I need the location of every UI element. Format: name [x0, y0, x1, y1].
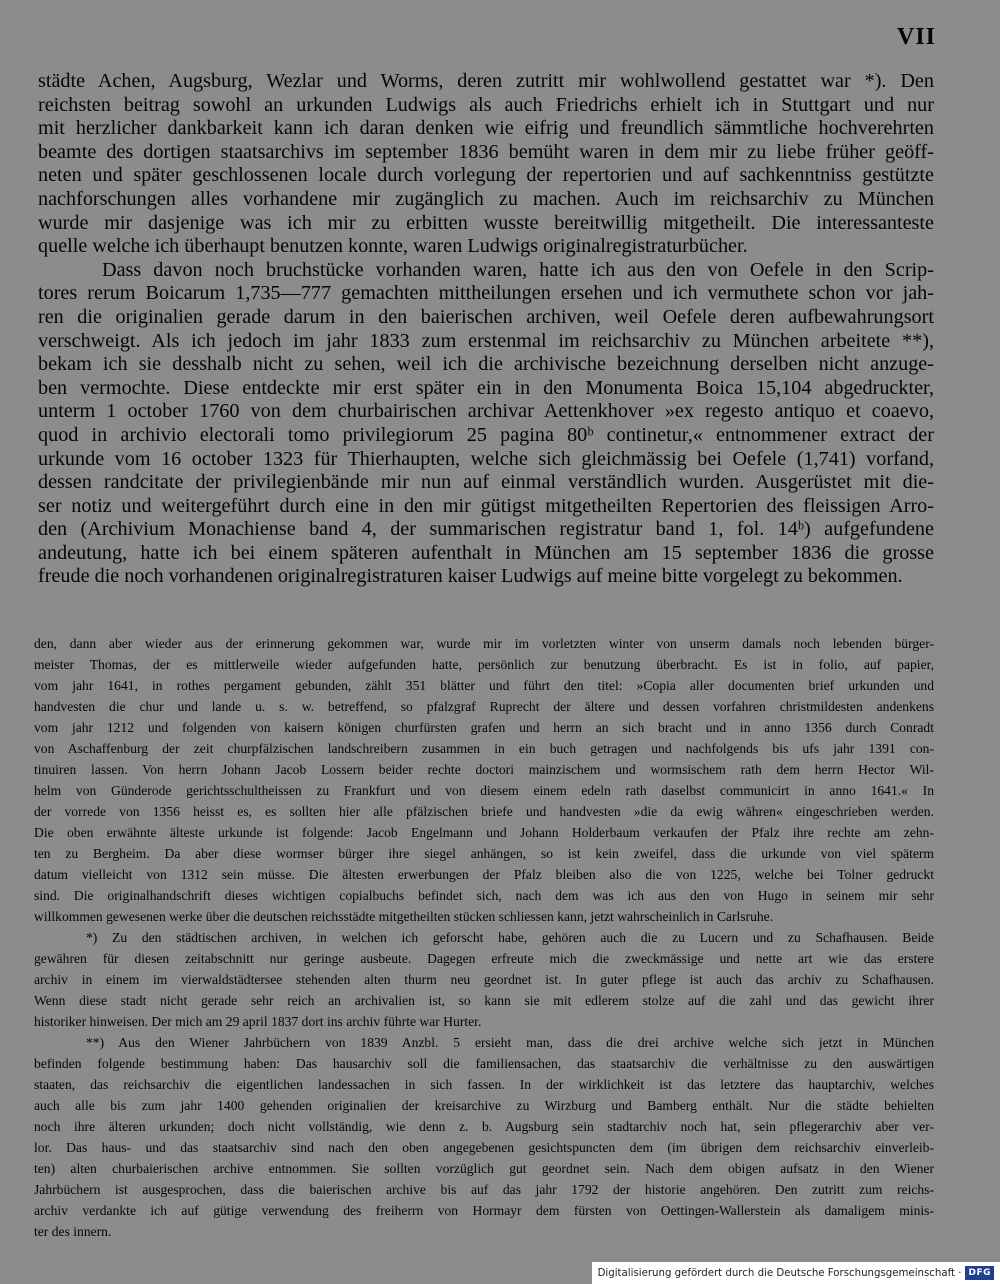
credit-text: Digitalisierung gefördert durch die Deutsche Forschungsgemeinschaft · [597, 1267, 962, 1279]
text-line: wurde mir dasjenige was ich mir zu erbitten wusste bereitwillig mitgetheilt. Die interessanteste [38, 211, 934, 234]
text-line: nachforschungen alles vorhandene mir zugänglich zu machen. Auch im reichsarchiv zu München [38, 187, 934, 210]
text-line: den, dann aber wieder aus der erinnerung gekommen war, wurde mir im vorletzten winter von unserm damals noch lebenden bürger- [34, 636, 934, 651]
footnotes [34, 633, 934, 1242]
text-line: städte Achen, Augsburg, Wezlar und Worms, deren zutritt mir wohlwollend gestattet war *). Den [38, 70, 934, 92]
text-line: sind. Die originalhandschrift dieses wichtigen copialbuchs befindet sich, nach dem was ich aus den von Hugo in seinem mir sehr [34, 888, 934, 903]
dfg-logo-icon: DFG [965, 1266, 994, 1280]
text-line: unterm 1 october 1760 von dem churbairischen archivar Aettenkhover »ex regesto antiquo et coaevo, [38, 400, 934, 423]
text-line: Die oben erwähnte älteste urkunde ist folgende: Jacob Engelmann und Johann Holderbaum verkaufen der Pfalz ihre rechte am zehn- [34, 825, 934, 840]
text-line: der vorrede von 1356 heisst es, es sollten hier alle pfälzischen briefe und handvesten »die da ewig währen« eingeschrieben werden. [34, 804, 934, 819]
text-line: handvesten die chur und lande u. s. w. betreffend, so pfalzgraf Ruprecht der ältere und dessen vorfahren christmildesten andenkens [34, 699, 934, 714]
text-line: auch alle bis zum jahr 1400 gehenden originalien der kreisarchive zu Wirzburg und Bamberg enthält. Nur die städte behielten [34, 1098, 934, 1113]
text-line: urkunde vom 16 october 1323 für Thierhaupten, welche sich gleichmässig bei Oefele (1,741) vorfand, [38, 447, 934, 470]
text-line: archiv in einem im vierwaldstädtersee stehenden alten thurm neu geordnet ist. In guter pflege ist auch das archiv zu Schafhausen. [34, 972, 934, 987]
text-line: Jahrbüchern ist ausgesprochen, dass die baierischen archive bis auf das jahr 1792 der historie angehören. Den zutritt zum reichs- [34, 1182, 934, 1197]
text-line: ten zu Bergheim. Da aber diese wormser bürger ihre siegel anhängen, so ist kein zweifel, dass die urkunde von viel späterm [34, 846, 934, 861]
text-line: neten und später geschlossenen locale durch vorlegung der repertorien und auf sachkenntniss gestützte [38, 164, 934, 187]
text-line: gewähren für diesen zeitabschnitt nur geringe ausbeute. Dagegen erfreute mich die zweckmässige und nette art wie das erstere [34, 951, 934, 966]
text-line: vom jahr 1641, in rothes pergament gebunden, zählt 351 blätter und führt den titel: »Copia aller documenten brief urkunden und [34, 678, 934, 693]
text-line: ren die originalien gerade darum in den baierischen archiven, weil Oefele deren aufbewahrungsort [38, 305, 934, 328]
text-line: freude die noch vorhandenen originalregistraturen kaiser Ludwigs auf meine bitte vorgelegt zu bekommen. [38, 565, 903, 588]
text-line: datum vielleicht von 1312 sein müsse. Die ältesten erwerbungen der Pfalz bleiben also die von 1225, welche bei Tolner gedruckt [34, 867, 934, 882]
text-line: ser notiz und weitergeführt durch eine in den mir gütigst mitgetheilten Repertorien des fleissigen Arro- [38, 494, 934, 517]
text-line: vom jahr 1212 und folgenden von kaisern königen churfürsten grafen und herrn an sich bracht und in anno 1356 durch Conradt [34, 720, 934, 735]
text-line: willkommen gewesenen werke über die deutschen reichsstädte mitgetheilten stücken schliessen kann, jetzt wahrscheinlich in Carlsruhe. [34, 909, 774, 924]
text-line: helm von Günderode gerichtsschultheissen zu Frankfurt und von diesem einem edeln rath daselbst communicirt in anno 1641.« In [34, 783, 934, 798]
text-line: staaten, das reichsarchiv die eigentlichen landessachen in sich fassen. In der wirklichkeit ist das letztere das hauptarchiv, welches [34, 1077, 934, 1092]
page-number: VII [896, 24, 936, 50]
text-line: ben vermochte. Diese entdeckte mir erst später ein in den Monumenta Boica 15,104 abgedruckter, [38, 376, 934, 399]
text-line: von Aschaffenburg der zeit churpfälzischen landschreibern zusammen in ein buch getragen und nachfolgends bis ufs jahr 1391 con- [34, 741, 934, 756]
text-line: mit herzlicher dankbarkeit kann ich daran denken wie eifrig und freundlich sämmtliche hochverehrten [38, 117, 934, 140]
text-line: ter des innern. [34, 1224, 112, 1239]
text-line: *) Zu den städtischen archiven, in welchen ich geforscht habe, gehören auch die zu Lucern und zu Schafhausen. Beide [86, 930, 934, 945]
text-line: befinden folgende bestimmung haben: Das hausarchiv soll die familiensachen, das staatsarchiv die verhältnisse zu den auswärtigen [34, 1056, 934, 1071]
credit-bar [592, 1262, 1000, 1284]
text-line: dessen randcitate der privilegienbände mir nun auf einmal verständlich wurden. Ausgerüstet mit die- [38, 471, 934, 494]
text-line: tinuiren lassen. Von herrn Johann Jacob Lossern beider rechte doctori mainzischem und wormsischem rath dem herrn Hector Wil- [34, 762, 934, 777]
text-line: verschweigt. Als ich jedoch im jahr 1833 zum erstenmal im reichsarchiv zu München arbeitete **), [38, 329, 934, 352]
text-line: beamte des dortigen staatsarchivs im september 1836 bemüht waren in dem mir zu liebe früher geöff- [38, 140, 934, 163]
text-line: noch ihre älteren urkunden; doch nicht vollständig, wie denn z. b. Augsburg sein stadtarchiv noch hat, sein pflegerarchiv aber ver- [34, 1119, 934, 1134]
text-line: tores rerum Boicarum 1,735—777 gemachten mittheilungen ersehen und ich vermuthete schon vor jah- [38, 282, 934, 305]
text-line: meister Thomas, der es mittlerweile wieder aufgefunden hatte, persönlich zur benutzung überbracht. Es ist in folio, auf papier, [34, 657, 934, 672]
text-line: andeutung, hatte ich bei einem späteren aufenthalt in München am 15 september 1836 die grosse [38, 541, 934, 564]
text-line: reichsten beitrag sowohl an urkunden Ludwigs als auch Friedrichs erhielt ich in Stuttgart und nur [38, 93, 934, 116]
text-line: **) Aus den Wiener Jahrbüchern von 1839 Anzbl. 5 ersieht man, dass die drei archive welche sich jetzt in München [86, 1035, 934, 1050]
text-line: quod in archivio electorali tomo privilegiorum 25 pagina 80ᵇ continetur,« entnommener extract der [38, 423, 934, 446]
text-line: archiv verdankte ich auf gütige verwendung des freiherrn von Hormayr dem fürsten von Oettingen-Wallerstein als damaligem minis- [34, 1203, 934, 1218]
text-line: bekam ich sie desshalb nicht zu sehen, weil ich die archivische bezeichnung derselben nicht anzuge- [38, 353, 934, 376]
text-line: quelle welche ich überhaupt benutzen konnte, waren Ludwigs originalregistraturbücher. [38, 235, 748, 258]
text-line: lor. Das haus- und das staatsarchiv sind nach den oben angegebenen gesichtspuncten dem (im übrigen dem reichsarchiv einverleib- [34, 1140, 934, 1155]
text-line: den (Archivium Monachiense band 4, der summarischen registratur band 1, fol. 14ᵇ) aufgefundene [38, 518, 934, 541]
text-line: historiker hinweisen. Der mich am 29 april 1837 dort ins archiv führte war Hurter. [34, 1014, 482, 1029]
main-text [38, 70, 934, 589]
text-line: Dass davon noch bruchstücke vorhanden waren, hatte ich aus den von Oefele in den Scrip- [102, 258, 934, 281]
text-line: Wenn diese stadt nicht gerade sehr reich an archivalien ist, so kann sie mit edlerem stolze auf die zahl und das gewicht ihrer [34, 993, 934, 1008]
text-line: ten) alten churbaierischen archive entnommen. Sie sollten vorzüglich gut geordnet sein. Nach dem obigen aufsatz in den Wiener [34, 1161, 934, 1176]
